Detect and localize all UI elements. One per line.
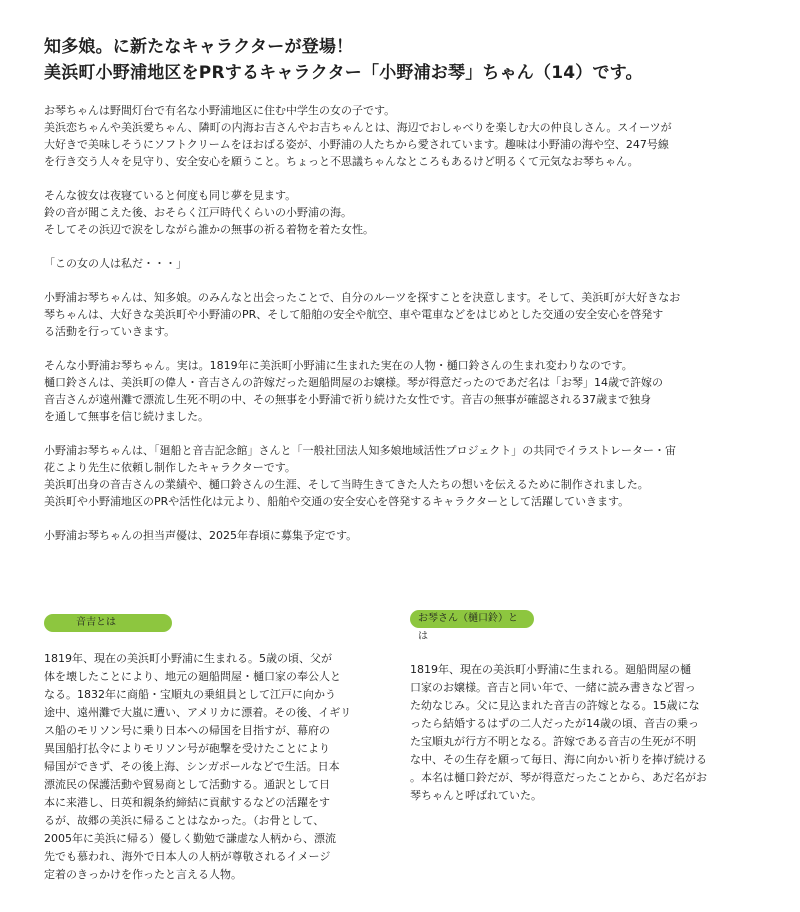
paragraph-6 xyxy=(44,442,762,510)
paragraph-4 xyxy=(44,289,762,340)
paragraph-line: そしてその浜辺で涙をしながら誰かの無事の祈る着物を着た女性。 xyxy=(44,223,374,236)
okoto-line: た宝順丸が行方不明となる。許嫁である音吉の生死が不明 xyxy=(410,735,696,748)
otokichi-tag-label: 音吉とは xyxy=(44,614,172,632)
paragraph-3 xyxy=(44,255,762,272)
otokichi-section xyxy=(44,610,374,884)
paragraph-line: 小野浦お琴ちゃんは、「廻船と音吉記念館」さんと「一般社団法人知多娘地域活性プロジェクト」の共同でイラストレーター・宙 xyxy=(44,444,676,457)
otokichi-line: るが、故郷の美浜に帰ることはなかった。（お骨として、 xyxy=(44,814,325,827)
paragraph-5 xyxy=(44,357,762,425)
paragraph-line: 音吉さんが遠州灘で漂流し生死不明の中、その無事を小野浦で祈り続けた女性です。音吉の無事が確認される37歳まで独身 xyxy=(44,393,652,406)
paragraph-line: 美浜町出身の音吉さんの業績や、樋口鈴さんの生涯、そして当時生きてきた人たちの想いを伝えるために制作されました。 xyxy=(44,478,649,491)
okoto-section xyxy=(410,610,746,805)
okoto-line: 1819年、現在の美浜町小野浦に生まれる。廻船問屋の樋 xyxy=(410,663,691,676)
paragraph-line: 美浜恋ちゃんや美浜愛ちゃん、隣町の内海お吉さんやお吉ちゃんとは、海辺でおしゃべりを楽しむ大の仲良しさん。スイーツが xyxy=(44,121,672,134)
okoto-line: な中、その生存を願って毎日、海に向かい祈りを捧げ続ける xyxy=(410,753,707,766)
article xyxy=(44,34,762,561)
otokichi-line: 帰国ができず、その後上海、シンガポールなどで生活。日本 xyxy=(44,760,340,773)
paragraph-line: 琴ちゃんは、大好きな美浜町や小野浦のPR、そして船舶の安全や航空、車や電車などをはじめとした交通の安全安心を啓発す xyxy=(44,308,664,321)
otokichi-line: 先でも慕われ、海外で日本人の人柄が尊敬されるイメージ xyxy=(44,850,331,863)
okoto-line: 琴ちゃんと呼ばれていた。 xyxy=(410,789,542,802)
otokichi-description xyxy=(44,650,374,884)
paragraph-line: 花こより先生に依頼し制作したキャラクターです。 xyxy=(44,461,296,474)
paragraph-line: 「この女の人は私だ・・・」 xyxy=(44,257,187,270)
paragraph-line: る活動を行っていきます。 xyxy=(44,325,176,338)
otokichi-line: 2005年に美浜に帰る）優しく勤勉で謙虚な人柄から、漂流 xyxy=(44,832,336,845)
paragraph-7 xyxy=(44,527,762,544)
paragraph-line: 鈴の音が聞こえた後、おそらく江戸時代くらいの小野浦の海。 xyxy=(44,206,352,219)
title-line-2: 美浜町小野浦地区をPRするキャラクター「小野浦お琴」ちゃん（14）です。 xyxy=(44,63,643,83)
paragraph-line: を通して無事を信じ続けました。 xyxy=(44,410,209,423)
okoto-tag-label: お琴さん（樋口鈴）とは xyxy=(410,610,534,628)
okoto-line: た幼なじみ。父に見込まれた音吉の許嫁となる。15歳にな xyxy=(410,699,700,712)
okoto-line: 。本名は樋口鈴だが、琴が得意だったことから、あだ名がお xyxy=(410,771,707,784)
paragraph-2 xyxy=(44,187,762,238)
paragraph-line: 美浜町や小野浦地区のPRや活性化は元より、船舶や交通の安全安心を啓発するキャラクターとして活躍していきます。 xyxy=(44,495,630,508)
otokichi-line: 体を壊したことにより、地元の廻船問屋・樋口家の奉公人と xyxy=(44,670,341,683)
paragraph-line: そんな彼女は夜寝ていると何度も同じ夢を見ます。 xyxy=(44,189,297,202)
paragraph-line: 小野浦お琴ちゃんの担当声優は、2025年春頃に募集予定です。 xyxy=(44,529,358,542)
okoto-description xyxy=(410,661,746,805)
otokichi-line: ス船のモリソン号に乗り日本への帰国を目指すが、幕府の xyxy=(44,724,330,737)
otokichi-line: 漂流民の保護活動や貿易商として活動する。通訳として日 xyxy=(44,778,330,791)
paragraph-line: 小野浦お琴ちゃんは、知多娘。のみんなと出会ったことで、自分のルーツを探すことを決意します。そして、美浜町が大好きなお xyxy=(44,291,681,304)
otokichi-line: 定着のきっかけを作ったと言える人物。 xyxy=(44,868,242,881)
otokichi-line: 1819年、現在の美浜町小野浦に生まれる。5歳の頃、父が xyxy=(44,652,332,665)
paragraph-line: お琴ちゃんは野間灯台で有名な小野浦地区に住む中学生の女の子です。 xyxy=(44,104,396,117)
okoto-line: 口家のお嬢様。音吉と同い年で、一緒に読み書きなど習っ xyxy=(410,681,696,694)
page-title xyxy=(44,34,762,86)
paragraph-line: を行き交う人々を見守り、安全安心を願うこと。ちょっと不思議ちゃんなところもあるけど明るくて元気なお琴ちゃん。 xyxy=(44,155,639,168)
paragraph-line: 大好きで美味しそうにソフトクリームをほおばる姿が、小野浦の人たちから愛されています。趣味は小野浦の海や空、247号線 xyxy=(44,138,669,151)
otokichi-line: なる。1832年に商船・宝順丸の乗組員として江戸に向かう xyxy=(44,688,336,701)
otokichi-line: 途中、遠州灘で大嵐に遭い、アメリカに漂着。その後、イギリ xyxy=(44,706,352,719)
otokichi-line: 本に来港し、日英和親条約締結に貢献するなどの活躍をす xyxy=(44,796,330,809)
okoto-line: ったら結婚するはずの二人だったが14歳の頃、音吉の乗っ xyxy=(410,717,699,730)
title-line-1: 知多娘。に新たなキャラクターが登場！ xyxy=(44,37,354,57)
paragraph-line: そんな小野浦お琴ちゃん。実は。1819年に美浜町小野浦に生まれた実在の人物・樋口鈴さんの生まれ変わりなのです。 xyxy=(44,359,633,372)
otokichi-line: 異国船打払令によりモリソン号が砲撃を受けたことにより xyxy=(44,742,330,755)
paragraph-1 xyxy=(44,102,762,170)
intro-body xyxy=(44,102,762,544)
paragraph-line: 樋口鈴さんは、美浜町の偉人・音吉さんの許嫁だった廻船問屋のお嬢様。琴が得意だったのであだ名は「お琴」14歳で許嫁の xyxy=(44,376,663,389)
